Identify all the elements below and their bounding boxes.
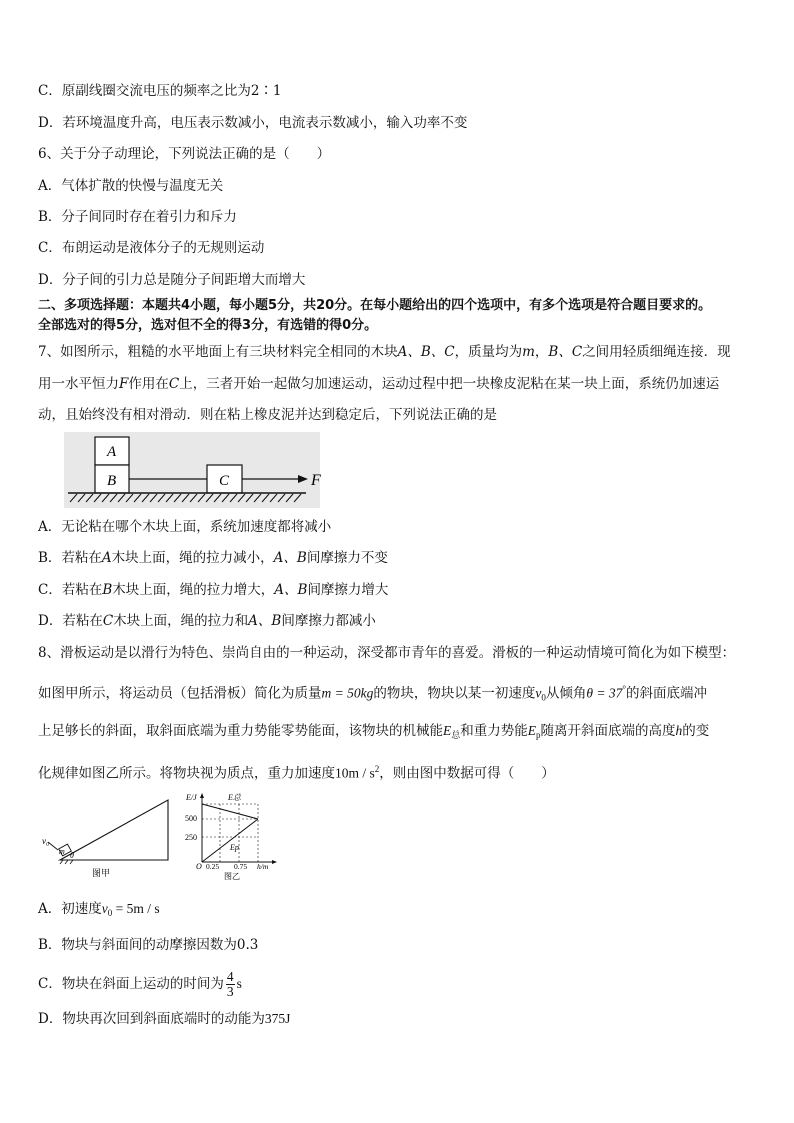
section2-line2: 全部选对的得5分，选对但不全的得3分，有选错的得0分。: [38, 318, 378, 333]
q6-stem: 6、关于分子动理论，下列说法正确的是（ ）: [38, 146, 331, 162]
q8-figure-energy-graph: [182, 790, 282, 884]
graph-ylabel: E/J: [186, 793, 197, 802]
ytick-500: 500: [185, 814, 197, 823]
q5-option-c: C．原副线圈交流电压的频率之比为2∶1: [38, 83, 282, 99]
label-etotal: E总: [228, 793, 241, 802]
q6-option-b: B．分子间同时存在着引力和斥力: [38, 209, 237, 225]
q6-option-c: C．布朗运动是液体分子的无规则运动: [38, 240, 265, 256]
line-ep: [202, 819, 258, 862]
fraction-4-3: $\frac{4}{3}$: [226, 969, 234, 999]
q8-option-c: C．物块在斜面上运动的时间为 $\frac{4}{3}$ s: [38, 969, 242, 999]
q8-figure-incline: [38, 790, 178, 882]
caption-yi: 图乙: [224, 872, 240, 881]
label-f: F: [311, 472, 321, 489]
q6-option-d: D．分子间的引力总是随分子间距增大而增大: [38, 272, 306, 288]
q7-stem-line3: 动，且始终没有相对滑动．则在粘上橡皮泥并达到稳定后，下列说法正确的是: [38, 407, 497, 423]
graph-xlabel: h/m: [257, 862, 269, 871]
q8-stem-line2: 如图甲所示，将运动员（包括滑板）简化为质量m = 50kg的物块，物块以某一初速度$v_0$从倾角θ = 37°的斜面底端冲: [38, 684, 707, 703]
xtick-075: 0.75: [234, 862, 248, 871]
q8-option-d: D．物块再次回到斜面底端时的动能为375J: [38, 1011, 291, 1027]
xtick-025: 0.25: [206, 862, 220, 871]
q8-stem-line4: 化规律如图乙所示。将物块视为质点，重力加速度$10m / s^2$，则由图中数据可得（ ）: [38, 764, 555, 782]
ytick-250: 250: [185, 833, 197, 842]
q8-option-a: A．初速度$v_0 = 5m / s$: [38, 901, 160, 918]
q8-stem-line1: 8、滑板运动是以滑行为特色、崇尚自由的一种运动，深受都市青年的喜爱。滑板的一种运动情境可简化为如下模型：: [38, 645, 736, 661]
q7-blocks-figure: [64, 432, 334, 510]
q6-option-a: A．气体扩散的快慢与温度无关: [38, 178, 224, 194]
label-b: B: [107, 473, 117, 489]
section2-line1: 二、多项选择题：本题共4小题，每小题5分，共20分。在每小题给出的四个选项中，有多个选项是符合题目要求的。: [38, 298, 712, 313]
label-v0: v₀: [42, 836, 50, 846]
q7-stem-line2: 用一水平恒力F作用在C上，三者开始一起做匀加速运动，运动过程中把一块橡皮泥粘在某一块上面，系统仍加速运: [38, 376, 720, 392]
caption-jia: 图甲: [92, 868, 111, 878]
q7-stem-line1: 7、如图所示，粗糙的水平地面上有三块材料完全相同的木块A、B、C，质量均为m，B、C之间用轻质细绳连接．现: [38, 344, 731, 360]
graph-origin: O: [196, 862, 202, 871]
q8-option-b: B．物块与斜面间的动摩擦因数为0.3: [38, 937, 259, 953]
label-a: A: [107, 444, 117, 460]
label-ep: Ep: [230, 843, 239, 852]
incline-triangle: [60, 800, 168, 860]
q5-option-d: D．若环境温度升高，电压表示数减小，电流表示数减小，输入功率不变: [38, 115, 468, 131]
q7-option-a: A．无论粘在哪个木块上面，系统加速度都将减小: [38, 519, 332, 535]
label-m: m: [59, 847, 65, 856]
q7-option-c: C．若粘在B木块上面，绳的拉力增大，A、B间摩擦力增大: [38, 582, 389, 598]
label-theta: θ: [70, 851, 74, 860]
label-c: C: [219, 473, 230, 489]
line-etotal: [202, 804, 258, 819]
q8-stem-line3: 上足够长的斜面，取斜面底端为重力势能零势能面，该物块的机械能$E_总$和重力势能$E_p$随离开斜面底端的高度h的变: [38, 723, 710, 741]
q7-option-b: B．若粘在A木块上面，绳的拉力减小，A、B间摩擦力不变: [38, 550, 388, 566]
q7-option-d: D．若粘在C木块上面，绳的拉力和A、B间摩擦力都减小: [38, 613, 376, 629]
